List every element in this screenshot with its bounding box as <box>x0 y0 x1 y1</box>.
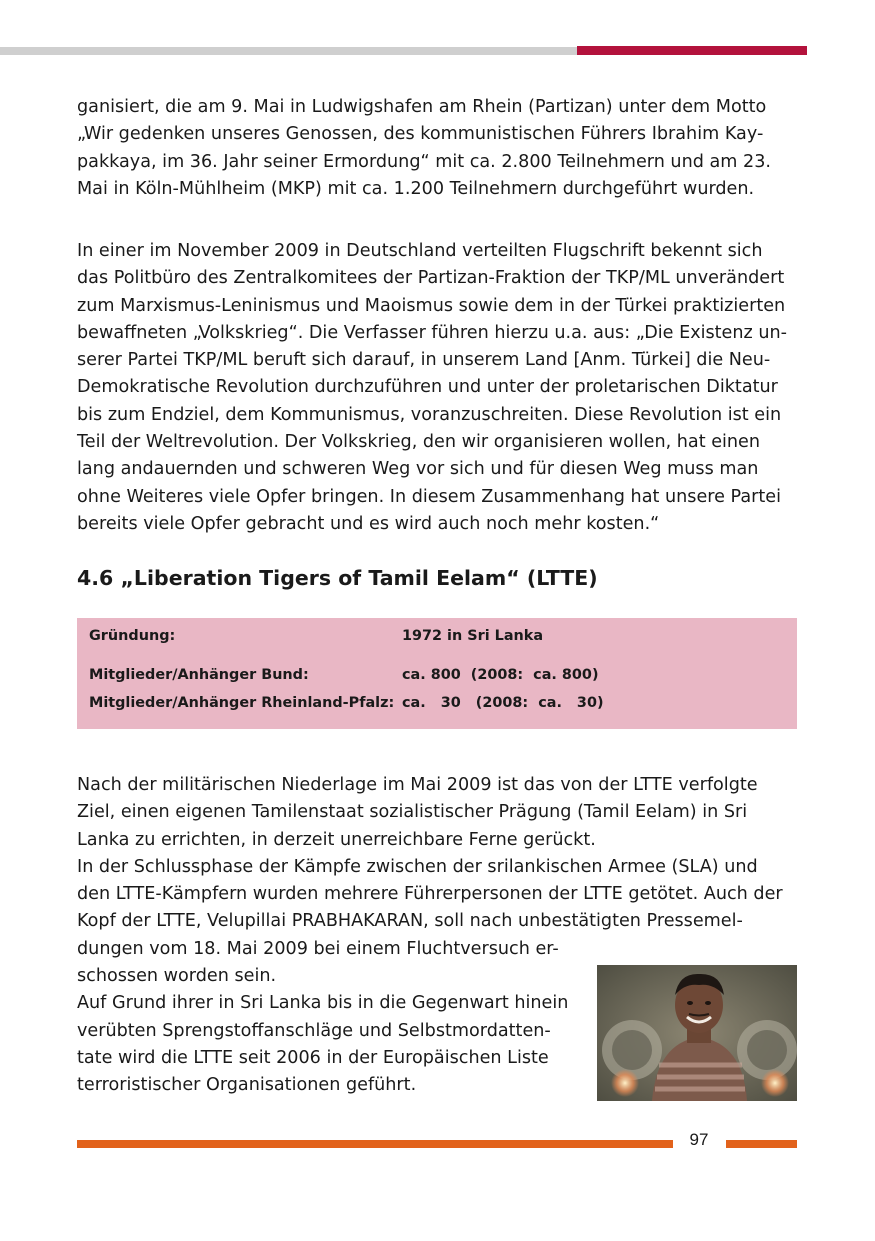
text-line: Ziel, einen eigenen Tamilenstaat sozialistischer Prägung (Tamil Eelam) in Sri <box>77 802 748 823</box>
text-line: das Politbüro des Zentralkomitees der Partizan-Fraktion der TKP/ML unverändert <box>77 268 785 289</box>
text-line: bewaffneten „Volkskrieg“. Die Verfasser führen hierzu u.a. aus: „Die Existenz un- <box>77 322 788 343</box>
info-value-gruendung: 1972 in Sri Lanka <box>402 628 544 644</box>
text-line: Lanka zu errichten, in derzeit unerreichbare Ferne gerückt. <box>77 829 596 850</box>
paragraph-flugschrift <box>77 238 787 538</box>
info-value-bund: ca. 800 (2008: ca. 800) <box>402 667 599 683</box>
info-value-rlp: ca. 30 (2008: ca. 30) <box>402 695 604 711</box>
text-line: Mai in Köln-Mühlheim (MKP) mit ca. 1.200 Teilnehmern durchgeführt wurden. <box>77 178 755 199</box>
text-line: Auf Grund ihrer in Sri Lanka bis in die Gegenwart hinein <box>77 993 569 1014</box>
text-line: pakkaya, im 36. Jahr seiner Ermordung“ mit ca. 2.800 Teilnehmern und am 23. <box>77 151 771 172</box>
portrait-photo <box>597 965 797 1101</box>
header-rule-accent <box>577 46 807 55</box>
section-heading: 4.6 „Liberation Tigers of Tamil Eelam“ (LTTE) <box>77 566 598 590</box>
text-line: dungen vom 18. Mai 2009 bei einem Fluchtversuch er- <box>77 938 559 959</box>
text-line: bereits viele Opfer gebracht und es wird auch noch mehr kosten.“ <box>77 513 660 534</box>
header-rule-grey <box>0 47 577 55</box>
text-line: den LTTE-Kämpfern wurden mehrere Führerpersonen der LTTE getötet. Auch der <box>77 884 783 905</box>
text-line: In einer im November 2009 in Deutschland verteilten Flugschrift bekennt sich <box>77 241 763 261</box>
paragraph-continuation <box>77 94 771 203</box>
info-box <box>77 618 797 729</box>
text-line: verübten Sprengstoffanschläge und Selbstmordatten- <box>77 1020 551 1041</box>
text-line: zum Marxismus-Leninismus und Maoismus sowie dem in der Türkei praktizierten <box>77 295 786 316</box>
page-number: 97 <box>689 1130 709 1149</box>
text-line: serer Partei TKP/ML beruft sich darauf, in unserem Land [Anm. Türkei] die Neu- <box>77 350 771 371</box>
info-label-rlp: Mitglieder/Anhänger Rheinland-Pfalz: <box>89 695 395 711</box>
info-label-bund: Mitglieder/Anhänger Bund: <box>89 667 309 683</box>
text-line: „Wir gedenken unseres Genossen, des kommunistischen Führers Ibrahim Kay- <box>77 124 764 145</box>
text-line: tate wird die LTTE seit 2006 in der Europäischen Liste <box>77 1047 549 1068</box>
text-line: Demokratische Revolution durchzuführen und unter der proletarischen Diktatur <box>77 377 778 398</box>
footer-rule-left <box>77 1140 673 1148</box>
text-line: In der Schlussphase der Kämpfe zwischen der srilankischen Armee (SLA) und <box>77 856 758 877</box>
text-line: Kopf der LTTE, Velupillai PRABHAKARAN, soll nach unbestätigten Pressemel- <box>77 911 743 932</box>
text-line: ganisiert, die am 9. Mai in Ludwigshafen am Rhein (Partizan) unter dem Motto <box>77 97 767 117</box>
text-line: ohne Weiteres viele Opfer bringen. In diesem Zusammenhang hat unsere Partei <box>77 486 781 507</box>
text-line: Nach der militärischen Niederlage im Mai 2009 ist das von der LTTE verfolgte <box>77 775 758 795</box>
text-line: schossen worden sein. <box>77 966 277 987</box>
text-line: terroristischer Organisationen geführt. <box>77 1075 417 1096</box>
text-line: lang andauernden und schweren Weg vor sich und für diesen Weg muss man <box>77 459 759 480</box>
footer-rule-right <box>726 1140 797 1148</box>
text-line: Teil der Weltrevolution. Der Volkskrieg, den wir organisieren wollen, hat einen <box>77 432 761 453</box>
text-line: bis zum Endziel, dem Kommunismus, voranzuschreiten. Diese Revolution ist ein <box>77 404 782 425</box>
info-label-gruendung: Gründung: <box>89 628 176 644</box>
